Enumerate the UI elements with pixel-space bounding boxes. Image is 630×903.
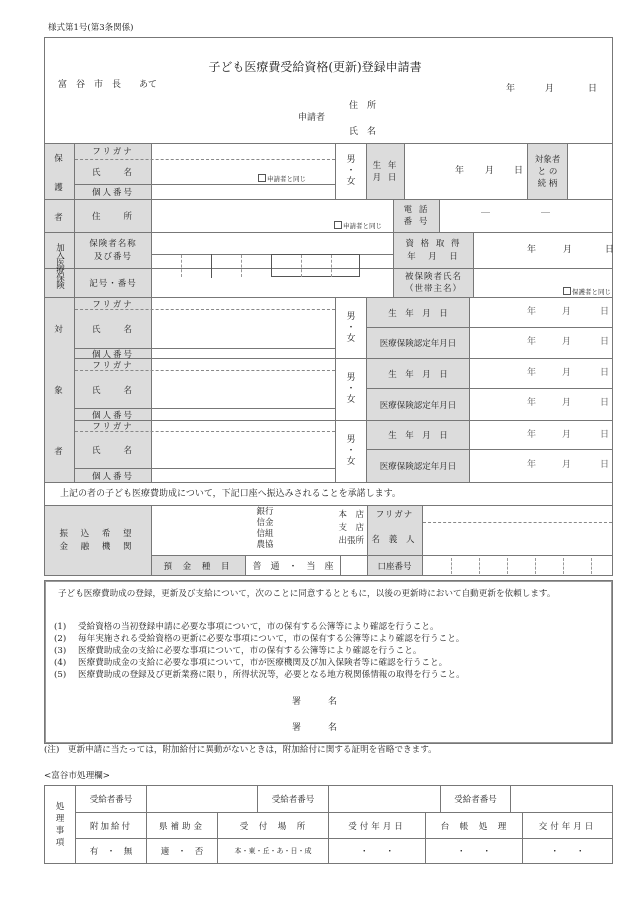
target2-birth-label: 生 年 月 日 [388, 369, 448, 380]
target3-mynumber-label: 個人番号 [91, 471, 134, 482]
target3-cert-field[interactable]: 年 月 日 [527, 460, 610, 470]
reception-place-select[interactable]: 本・東・丘・あ・日・成 [234, 847, 312, 855]
target1-furigana-label: フリガナ [92, 299, 134, 310]
bank-label: 振 込 希 望 金 融 機 関 [59, 528, 137, 552]
agreement-intro: 子ども医療費助成の登録，更新及び支給について，次のことに同意するとともに，以後の更新時において自動更新を依頼します。 [58, 589, 556, 599]
target2-cert-label: 医療保険認定年月日 [379, 400, 457, 411]
applicant-label: 申請者 [298, 113, 326, 123]
office-header-reception-place: 受 付 場 所 [239, 821, 307, 832]
recipient-number-field-3[interactable] [511, 786, 612, 812]
checkbox-icon [258, 174, 266, 182]
issue-date-field[interactable]: ・ ・ [550, 847, 585, 857]
target1-cert-field[interactable]: 年 月 日 [527, 337, 610, 347]
guardian-sex-select[interactable]: 男 ・ 女 [346, 155, 356, 187]
target1-name-field[interactable] [152, 310, 335, 348]
target2-cert-field[interactable]: 年 月 日 [527, 398, 610, 408]
insurance-section-label: 加入医療保険 [54, 242, 65, 288]
target3-mynumber-field[interactable] [152, 469, 335, 482]
office-header-ledger: 台 帳 処 理 [440, 821, 508, 832]
relation-field[interactable] [568, 144, 612, 199]
guardian-name-field[interactable] [152, 160, 335, 184]
target2-mynumber-label: 個人番号 [91, 410, 134, 421]
pref-subsidy-select[interactable]: 適 ・ 否 [160, 847, 204, 857]
same-as-guardian-checkbox[interactable]: 保護者と同じ [563, 287, 611, 298]
agreement-item: (4) 医療費助成金の支給に必要な事項について，市が医療機関及び加入保険者等に確認を行うこと。 [54, 658, 448, 668]
account-number-label: 口座番号 [377, 561, 412, 572]
date-year[interactable]: 年 [506, 84, 516, 94]
insured-name-label: 被保険者氏名 （世帯主名） [404, 272, 462, 294]
phone-field[interactable] [440, 200, 612, 232]
date-day[interactable]: 日 [588, 84, 598, 94]
guardian-birth-month[interactable]: 月 [485, 166, 495, 176]
symbol-number-label: 記号・番号 [89, 279, 137, 289]
target1-mynumber-field[interactable] [152, 349, 335, 358]
guardian-address-label: 住 所 [91, 212, 134, 222]
guardian-birth-year[interactable]: 年 [455, 166, 465, 176]
guardian-section-label: 保 護 者 [54, 153, 65, 224]
office-use-heading: <富谷市処理欄> [44, 771, 110, 781]
reception-date-field[interactable]: ・ ・ [359, 847, 394, 857]
symbol-number-field[interactable] [152, 269, 392, 297]
agreement-items [54, 621, 604, 681]
guardian-birth-label: 生 年 月 日 [372, 160, 399, 183]
agreement-item: (2) 毎年実施される受給資格の更新に必要な事項について，市の保有する公簿等により確認を行うこと。 [54, 634, 465, 644]
applicant-name-label: 氏 名 [349, 127, 377, 137]
insurer-name-label: 保険者名称 及び番号 [89, 238, 137, 262]
target2-furigana-label: フリガナ [92, 360, 134, 371]
agreement-item: (1) 受給資格の当初登録申請に必要な事項について，市の保有する公簿等により確認を行うこと。 [54, 622, 439, 632]
target2-sex-select[interactable]: 男 ・ 女 [346, 373, 356, 405]
office-header-reception-date: 受付年月日 [348, 821, 406, 832]
signature-field-2[interactable] [350, 720, 550, 736]
target2-birth-field[interactable]: 年 月 日 [527, 368, 610, 378]
target3-sex-select[interactable]: 男 ・ 女 [346, 435, 356, 467]
branch-type-options: 本 店 支 店 出張所 [338, 510, 364, 546]
ledger-date-field[interactable]: ・ ・ [456, 847, 491, 857]
additional-benefit-select[interactable]: 有 ・ 無 [89, 847, 133, 857]
checkbox-icon [334, 221, 342, 229]
form-title: 子ども医療費受給資格(更新)登録申請書 [208, 60, 422, 74]
form-number: 様式第1号(第3条関係) [48, 23, 134, 33]
signature-field-1[interactable] [350, 694, 550, 710]
deposit-type-label: 預 金 種 目 [163, 561, 234, 572]
guardian-mynumber-field[interactable] [152, 185, 335, 199]
target3-name-label: 氏 名 [91, 446, 134, 456]
target1-cert-label: 医療保険認定年月日 [379, 339, 457, 349]
office-side-label: 処 理 事 項 [55, 801, 65, 848]
recipient-number-label-2: 受給者番号 [271, 795, 315, 805]
acquired-month[interactable]: 月 [563, 245, 573, 255]
addressee: 富 谷 市 長 あて [58, 80, 158, 90]
deposit-type-select[interactable]: 普 通 ・ 当 座 [252, 562, 334, 572]
office-header-pref-subsidy: 県補助金 [158, 821, 205, 832]
guardian-birth-day[interactable]: 日 [514, 166, 524, 176]
holder-name-label: 名 義 人 [371, 535, 418, 545]
guardian-furigana-label: フリガナ [92, 147, 134, 157]
holder-furigana-field[interactable] [423, 506, 612, 522]
target1-name-label: 氏 名 [91, 325, 134, 335]
recipient-number-field-2[interactable] [329, 786, 440, 812]
date-month[interactable]: 月 [545, 84, 555, 94]
agreement-item: (5) 医療費助成の登録及び更新業務に限り，所得状況等，必要となる地方税関係情報の取得を行うこと。 [54, 670, 465, 680]
target2-furigana-field[interactable] [152, 359, 335, 370]
acquired-day[interactable]: 日 [605, 245, 615, 255]
holder-furigana-label: フリガナ [375, 510, 414, 520]
insurer-name-field[interactable] [152, 233, 392, 254]
target1-birth-field[interactable]: 年 月 日 [527, 307, 610, 317]
phone-label: 電 話 番 号 [403, 205, 430, 227]
guardian-furigana-field[interactable] [152, 144, 335, 159]
recipient-number-field-1[interactable] [147, 786, 257, 812]
guardian-mynumber-label: 個人番号 [91, 188, 134, 198]
applicant-name-field[interactable] [380, 125, 600, 139]
target2-name-field[interactable] [152, 371, 335, 408]
target3-furigana-label: フリガナ [92, 422, 134, 432]
guardian-same-as-applicant-checkbox[interactable]: 申請者と同じ [258, 174, 306, 185]
relation-label: 対象者 と の 続 柄 [534, 154, 561, 189]
phone-separator-1: ― [481, 208, 490, 218]
signature-label-1: 署 名 [292, 697, 338, 707]
office-header-issue-date: 交付年月日 [538, 821, 597, 832]
target1-furigana-field[interactable] [152, 298, 335, 309]
target3-birth-label: 生 年 月 日 [388, 431, 448, 441]
signature-label-2: 署 名 [292, 723, 338, 733]
target2-mynumber-field[interactable] [152, 409, 335, 420]
checkbox-icon [563, 287, 571, 295]
acquired-date-label: 資 格 取 得 年 月 日 [405, 238, 462, 262]
footnote: (注) 更新申請に当たっては，附加給付に異動がないときは，附加給付に関する証明を省略できます。 [44, 745, 437, 755]
targets-section-label: 対 象 者 [54, 324, 65, 458]
phone-separator-2: ― [541, 208, 550, 218]
acquired-year[interactable]: 年 [527, 245, 537, 255]
target1-sex-select[interactable]: 男 ・ 女 [346, 311, 356, 344]
target1-birth-label: 生 年 月 日 [388, 308, 448, 319]
target3-birth-field[interactable]: 年 月 日 [527, 430, 610, 440]
target1-mynumber-label: 個人番号 [91, 349, 134, 360]
applicant-address-label: 住 所 [349, 101, 377, 111]
target3-name-field[interactable] [152, 432, 335, 468]
target2-name-label: 氏 名 [91, 385, 134, 396]
target3-cert-label: 医療保険認定年月日 [379, 462, 457, 472]
guardian-name-label: 氏 名 [91, 168, 134, 178]
recipient-number-label-1: 受給者番号 [89, 795, 133, 805]
agreement-item: (3) 医療費助成金の支給に必要な事項について，市の保有する公簿等により確認を行うこと。 [54, 646, 422, 656]
office-header-additional-benefit: 附加給付 [89, 821, 132, 832]
holder-name-field[interactable] [423, 523, 612, 555]
applicant-address-field[interactable] [380, 99, 600, 113]
guardian-address-same-checkbox[interactable]: 申請者と同じ [334, 221, 382, 232]
bank-type-options: 銀行 信金 信組 農協 [256, 507, 274, 550]
transfer-consent-text: 上記の者の子ども医療費助成について，下記口座へ振込みされることを承諾します。 [60, 489, 401, 499]
target3-furigana-field[interactable] [152, 421, 335, 431]
recipient-number-label-3: 受給者番号 [454, 795, 497, 805]
account-number-field[interactable] [423, 556, 612, 575]
